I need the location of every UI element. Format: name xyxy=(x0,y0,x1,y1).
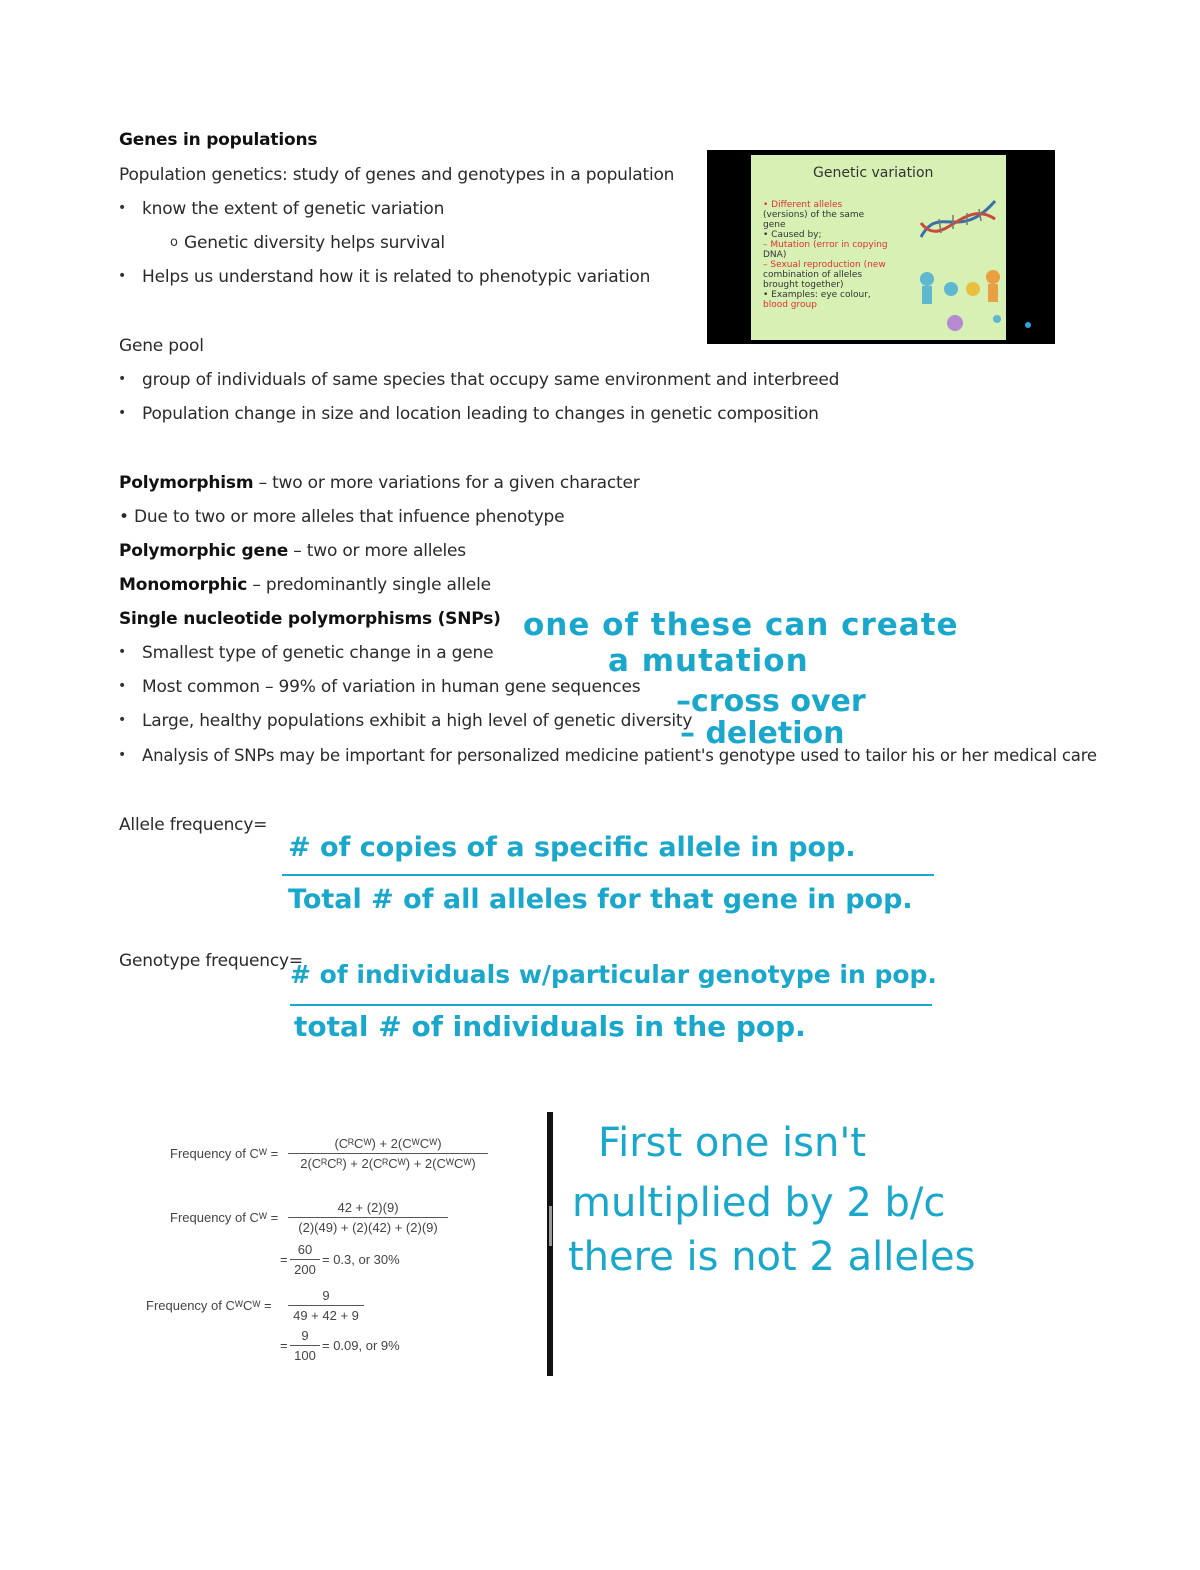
slide-line: brought together) xyxy=(763,280,844,290)
slide-panel xyxy=(751,155,1006,340)
formula-4-label: Frequency of CᵂCᵂ = xyxy=(146,1298,272,1313)
divider-handle xyxy=(549,1206,552,1246)
formula-2-numerator: 42 + (2)(9) xyxy=(288,1200,448,1218)
formula-4-fraction xyxy=(288,1288,364,1323)
formula-5-result: = 0.09, or 9% xyxy=(322,1338,400,1353)
polymorphism-term: Polymorphism xyxy=(119,473,254,493)
formula-1-fraction xyxy=(288,1136,488,1171)
slide-line: DNA) xyxy=(763,250,787,260)
polymorphism-def: – two or more variations for a given character xyxy=(253,473,640,493)
snp-bullet-2: • Most common – 99% of variation in human gene sequences xyxy=(142,677,640,697)
gene-pool-bullet-2: • Population change in size and location leading to changes in genetic composition xyxy=(142,404,819,424)
monomorphic-def: – predominantly single allele xyxy=(247,575,491,595)
monomorphic-term: Monomorphic xyxy=(119,575,248,595)
genotype-frequency-label: Genotype frequency= xyxy=(119,951,303,971)
snp-bullet-4: • Analysis of SNPs may be important for personalized medicine patient's genotype used to tailor his or her medical care xyxy=(142,746,1097,765)
formula-5-equals: = xyxy=(280,1338,288,1353)
bullet-genetic-variation: • know the extent of genetic variation xyxy=(142,199,444,219)
handwritten-side-note-1: First one isn't xyxy=(598,1120,867,1166)
formula-3-denominator: 200 xyxy=(294,1262,316,1277)
snp-bullet-1: • Smallest type of genetic change in a gene xyxy=(142,643,493,663)
gene-pool-title: Gene pool xyxy=(119,336,204,356)
formula-1-numerator: (CᴿCᵂ) + 2(CᵂCᵂ) xyxy=(288,1136,488,1154)
slide-line: • Different alleles xyxy=(763,200,843,210)
sub-bullet-diversity: o Genetic diversity helps survival xyxy=(184,233,445,253)
formula-5-fraction xyxy=(290,1328,320,1363)
slide-line: – Sexual reproduction (new xyxy=(763,260,886,270)
polymorphism-sub: • Due to two or more alleles that infuence phenotype xyxy=(119,507,565,527)
handwritten-snp-note-3: –cross over xyxy=(676,684,866,719)
gene-pool-bullet-1: • group of individuals of same species that occupy same environment and interbreed xyxy=(142,370,839,390)
slide-line: • Examples: eye colour, xyxy=(763,290,871,300)
dna-helix-icon xyxy=(919,193,997,245)
handwritten-allele-numerator: # of copies of a specific allele in pop. xyxy=(288,832,856,863)
slide-dot-icon xyxy=(1025,322,1031,328)
slide-line: gene xyxy=(763,220,786,230)
handwritten-allele-denominator: Total # of all alleles for that gene in pop. xyxy=(288,884,913,915)
handwritten-snp-note-1: one of these can create xyxy=(523,607,959,643)
slide-title: Genetic variation xyxy=(813,165,934,181)
slide-text xyxy=(763,200,888,310)
genotype-fraction-bar xyxy=(290,1004,932,1006)
slide-line: combination of alleles xyxy=(763,270,863,280)
polymorphic-gene-term: Polymorphic gene xyxy=(119,541,289,561)
pop-gen-definition: Population genetics: study of genes and genotypes in a population xyxy=(119,165,675,185)
formula-3-fraction xyxy=(290,1242,320,1277)
reproduction-diagram-icon xyxy=(917,267,1003,337)
formula-2-denominator: (2)(49) + (2)(42) + (2)(9) xyxy=(298,1220,438,1235)
allele-fraction-bar xyxy=(282,874,934,876)
slide-image xyxy=(707,150,1055,344)
handwritten-side-note-3: there is not 2 alleles xyxy=(568,1234,976,1280)
snp-title: Single nucleotide polymorphisms (SNPs) xyxy=(119,609,501,629)
snp-bullet-3: • Large, healthy populations exhibit a high level of genetic diversity xyxy=(142,711,692,731)
formula-2-label: Frequency of Cᵂ = xyxy=(170,1210,279,1225)
handwritten-genotype-denominator: total # of individuals in the pop. xyxy=(294,1010,806,1043)
slide-line: blood group xyxy=(763,300,817,310)
polymorphic-gene-line xyxy=(119,541,466,561)
formula-4-numerator: 9 xyxy=(288,1288,364,1306)
handwritten-snp-note-2: a mutation xyxy=(608,643,809,679)
slide-line: – Mutation (error in copying xyxy=(763,240,888,250)
allele-frequency-label: Allele frequency= xyxy=(119,815,268,835)
polymorphic-gene-def: – two or more alleles xyxy=(288,541,466,561)
formula-3-equals: = xyxy=(280,1252,288,1267)
monomorphic-line xyxy=(119,575,491,595)
formula-5-denominator: 100 xyxy=(294,1348,316,1363)
handwritten-side-note-2: multiplied by 2 b/c xyxy=(572,1180,946,1226)
formula-5-numerator: 9 xyxy=(290,1328,320,1346)
slide-line: (versions) of the same xyxy=(763,210,865,220)
bullet-phenotypic: • Helps us understand how it is related to phenotypic variation xyxy=(142,267,650,287)
formula-3-result: = 0.3, or 30% xyxy=(322,1252,400,1267)
formula-2-fraction xyxy=(288,1200,448,1235)
formula-1-denominator: 2(CᴿCᴿ) + 2(CᴿCᵂ) + 2(CᵂCᵂ) xyxy=(300,1156,476,1171)
notes-heading: Genes in populations xyxy=(119,130,318,150)
handwritten-snp-note-4: – deletion xyxy=(680,716,845,751)
formula-3-numerator: 60 xyxy=(290,1242,320,1260)
slide-line: • Caused by; xyxy=(763,230,822,240)
formula-1-label: Frequency of Cᵂ = xyxy=(170,1146,279,1161)
polymorphism-line xyxy=(119,473,640,493)
handwritten-genotype-numerator: # of individuals w/particular genotype in pop. xyxy=(290,960,937,989)
formula-4-denominator: 49 + 42 + 9 xyxy=(293,1308,359,1323)
